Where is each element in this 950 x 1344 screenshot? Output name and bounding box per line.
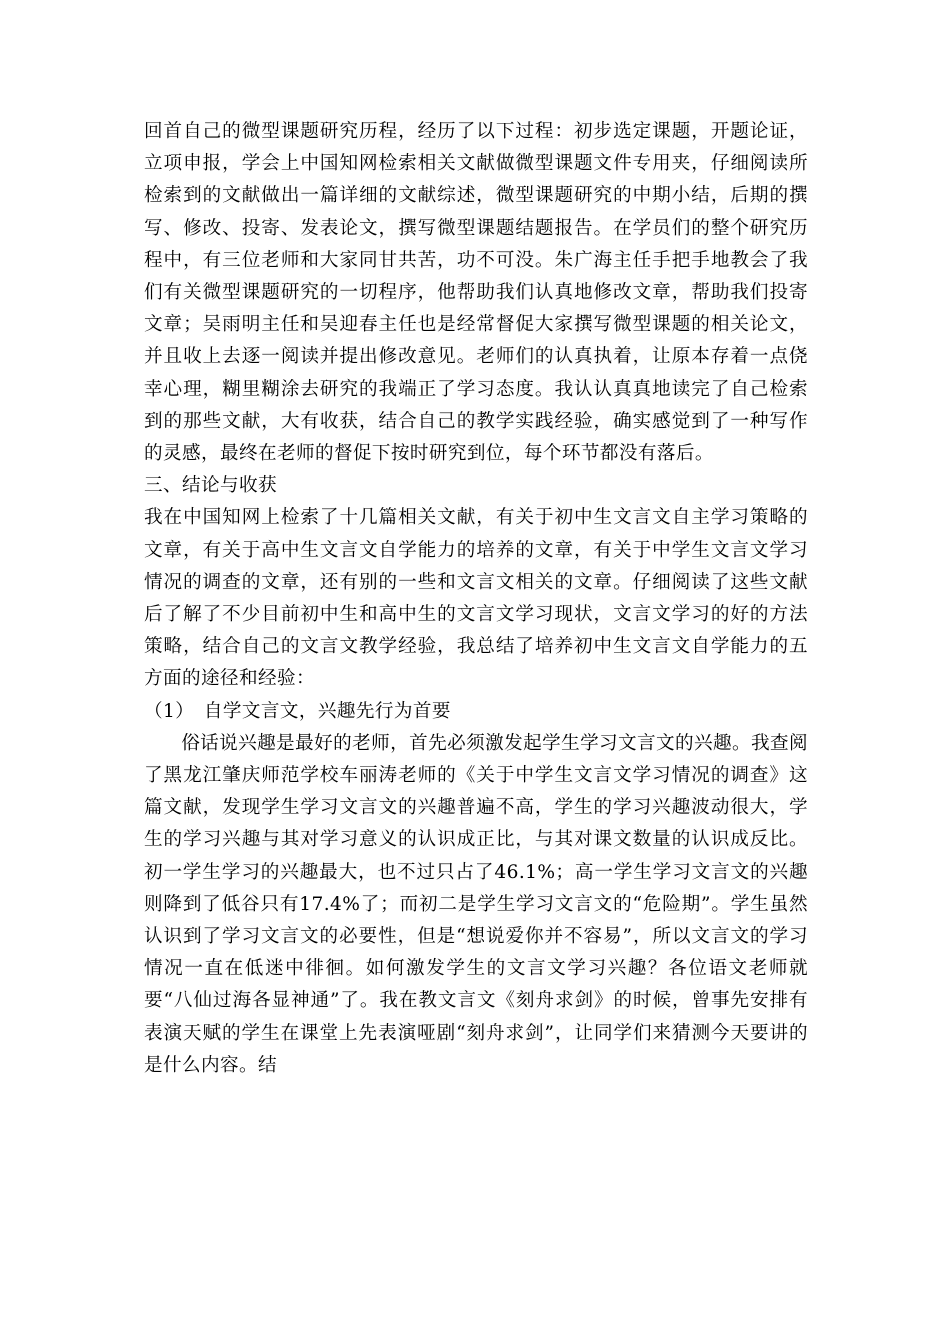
paragraph-literature-review: 我在中国知网上检索了十几篇相关文献，有关于初中生文言文自主学习策略的文章，有关于高中生文言文自学能力的培养的文章，有关于中学生文言文学习情况的调查的文章，还有别的一些和文言文相关的文章。仔细阅读了这些文献后了解了不少目前初中生和高中生的文言文学习现状，文言文学习的好的方法策略，结合自己的文言文教学经验，我总结了培养初中生文言文自学能力的五方面的途径和经验： (144, 507, 808, 690)
section-heading-conclusion: 三、结论与收获 (144, 475, 277, 497)
subsection-heading-interest: （1） 自学文言文，兴趣先行为首要 (144, 700, 451, 722)
document-body (144, 116, 808, 1082)
paragraph-interest-first: 俗话说兴趣是最好的老师，首先必须激发起学生学习文言文的兴趣。我查阅了黑龙江肇庆师范学校车丽涛老师的《关于中学生文言文学习情况的调查》这篇文献，发现学生学习文言文的兴趣普遍不高，学生的学习兴趣波动很大，学生的学习兴趣与其对学习意义的认识成正比，与其对课文数量的认识成反比。初一学生学习的兴趣最大，也不过只占了46.1%；高一学生学习文言文的兴趣则降到了低谷只有17.4%了；而初二是学生学习文言文的“危险期”。学生虽然认识到了学习文言文的必要性，但是“想说爱你并不容易”，所以文言文的学习情况一直在低迷中徘徊。如何激发学生的文言文学习兴趣？各位语文老师就要“八仙过海各显神通”了。我在教文言文《刻舟求剑》的时候，曾事先安排有表演天赋的学生在课堂上先表演哑剧“刻舟求剑”，让同学们来猜测今天要讲的是什么内容。结 (144, 732, 808, 1076)
paragraph-research-process: 回首自己的微型课题研究历程，经历了以下过程：初步选定课题，开题论证，立项申报，学会上中国知网检索相关文献做微型课题文件专用夹，仔细阅读所检索到的文献做出一篇详细的文献综述，微型课题研究的中期小结，后期的撰写、修改、投寄、发表论文，撰写微型课题结题报告。在学员们的整个研究历程中，有三位老师和大家同甘共苦，功不可没。朱广海主任手把手地教会了我们有关微型课题研究的一切程序，他帮助我们认真地修改文章，帮助我们投寄文章；吴雨明主任和吴迎春主任也是经常督促大家撰写微型课题的相关论文，并且收上去逐一阅读并提出修改意见。老师们的认真执着，让原本存着一点侥幸心理，糊里糊涂去研究的我端正了学习态度。我认认真真地读完了自己检索到的那些文献，大有收获，结合自己的教学实践经验，确实感觉到了一种写作的灵感，最终在老师的督促下按时研究到位，每个环节都没有落后。 (144, 121, 808, 465)
